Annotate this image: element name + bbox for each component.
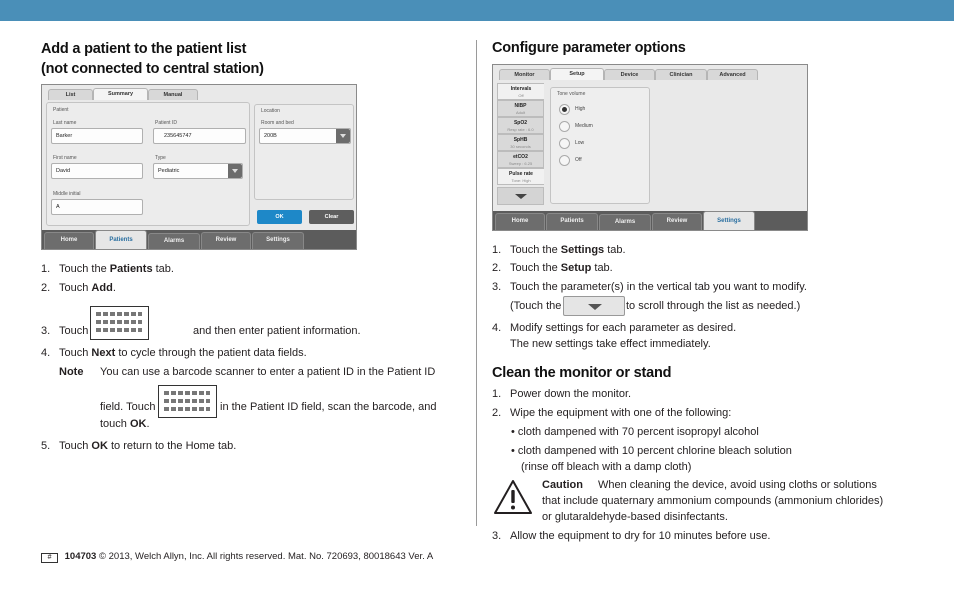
type-dropdown[interactable] [153,163,243,179]
nav-tab-home[interactable]: Home [44,232,94,249]
keyboard-icon [90,306,149,340]
middle-initial-field[interactable]: A [51,199,143,215]
patient-id-label: Patient ID [155,120,177,126]
nav-tab-home[interactable]: Home [495,213,545,230]
scroll-down-button[interactable] [497,187,544,205]
tone-volume-panel [550,87,650,204]
top-color-bar [0,0,954,21]
nav-tab-patients[interactable]: Patients [546,213,598,230]
room-bed-value: 200B [264,133,277,139]
tab-setup[interactable]: Setup [550,68,604,80]
location-group-label: Location [261,108,280,114]
radio-low[interactable] [559,138,570,149]
room-bed-dropdown[interactable] [259,128,351,144]
page-footer [41,551,433,563]
bottom-nav [493,211,808,230]
copyright-text: © 2013, Welch Allyn, Inc. All rights reserved. Mat. No. 720693, 80018643 Ver. A [98,551,434,562]
vtab-intervals[interactable]: Intervals Off [497,83,544,100]
patient-panel [46,102,250,226]
room-bed-label: Room and bed [261,120,294,126]
type-value: Pediatric [158,168,180,174]
clean-bullet-1: • cloth dampened with 70 percent isopropyl alcohol [511,426,759,438]
last-name-field[interactable]: Barker [51,128,143,144]
nav-tab-alarms[interactable]: Alarms [148,233,200,250]
nav-tab-alarms[interactable]: Alarms [599,214,651,231]
tab-manual[interactable]: Manual [148,89,198,100]
tab-device[interactable]: Device [604,69,655,80]
column-divider [476,40,477,526]
nav-tab-settings[interactable]: Settings [703,211,755,230]
nav-tab-patients[interactable]: Patients [95,230,147,249]
chevron-down-icon[interactable] [228,164,242,178]
tab-list[interactable]: List [48,89,93,100]
caution-icon [493,479,533,515]
nav-tab-settings[interactable]: Settings [252,232,304,249]
bottom-nav [42,230,357,249]
right-heading: Configure parameter options [492,40,686,56]
ok-button[interactable]: OK [257,210,302,224]
clean-bullet-2: • cloth dampened with 10 percent chlorine bleach solution [511,445,792,457]
radio-high[interactable] [559,104,570,115]
left-heading-line2: (not connected to central station) [41,61,264,77]
last-name-label: Last name [53,120,77,126]
first-name-field[interactable]: David [51,163,143,179]
middle-initial-label: Middle initial [53,191,81,197]
patient-id-field[interactable]: 235645747 [153,128,246,144]
clear-button[interactable]: Clear [309,210,354,224]
option-off: Off [575,157,582,163]
clean-bullet-2-cont: (rinse off bleach with a damp cloth) [521,461,692,473]
type-label: Type [155,155,166,161]
location-panel [254,104,354,200]
nav-tab-review[interactable]: Review [201,232,251,249]
tab-summary[interactable]: Summary [93,88,148,100]
vtab-pulse-rate[interactable]: Pulse rate Tone: High [497,168,544,185]
scroll-down-button-icon [563,296,625,316]
chevron-down-icon[interactable] [336,129,350,143]
settings-setup-screen [492,64,808,231]
tab-monitor[interactable]: Monitor [499,69,550,80]
patient-group-label: Patient [53,107,69,113]
option-low: Low [575,140,585,146]
vtab-sphb[interactable]: SpHB 30 seconds [497,134,544,151]
radio-medium[interactable] [559,121,570,132]
vtab-nibp[interactable]: NIBP Adult [497,100,544,117]
nav-tab-review[interactable]: Review [652,213,702,230]
tone-volume-label: Tone volume [557,91,586,97]
radio-off[interactable] [559,155,570,166]
patient-summary-screen [41,84,357,250]
option-medium: Medium [575,123,593,129]
option-high: High [575,106,586,112]
chevron-down-icon [515,194,527,199]
tab-clinician[interactable]: Clinician [655,69,707,80]
keyboard-icon [158,385,217,418]
first-name-label: First name [53,155,77,161]
left-heading-line1: Add a patient to the patient list [41,41,247,57]
clean-heading: Clean the monitor or stand [492,365,672,381]
tab-advanced[interactable]: Advanced [707,69,758,80]
hash-box: # [41,553,58,563]
vtab-etco2[interactable]: etCO2 Sweep : 6.25 [497,151,544,168]
doc-number: 104703 [64,551,97,562]
vtab-spo2[interactable]: SpO2 Resp rate : 6.0 [497,117,544,134]
